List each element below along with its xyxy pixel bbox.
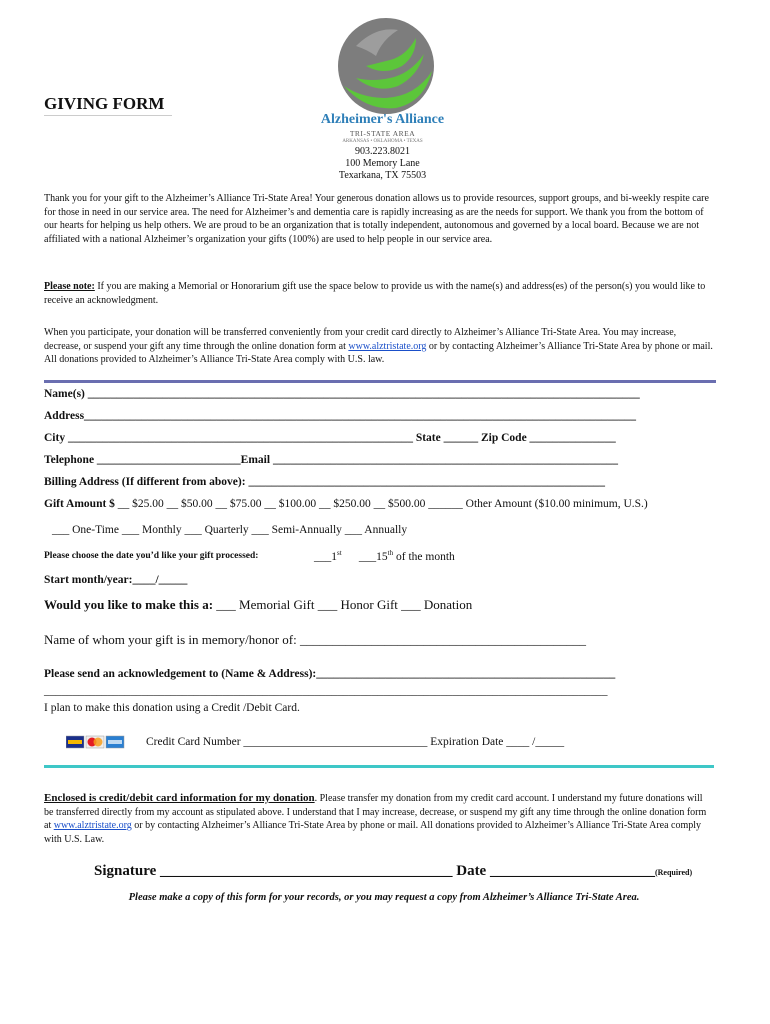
gift-amount-label: Gift Amount $ <box>44 498 115 510</box>
website-link-2[interactable]: www.alztristate.org <box>53 820 132 832</box>
acknowledgement-field-line2[interactable]: __________________________________________________________________________________________________ <box>44 685 608 697</box>
note-paragraph <box>44 280 714 307</box>
section-divider <box>44 380 716 383</box>
enclosed-label: Enclosed is credit/debit card information for my donation <box>44 792 315 804</box>
note-text: If you are making a Memorial or Honorarium gift use the space below to provide us with the name(s) and address(es) of the person(s) you would like to receive an acknowledgment. <box>44 281 706 306</box>
participate-text-2: or by contacting Alzheimer’s Alliance Tri-State Area by phone or mail. All donations provided to Alzheimer’s Alliance Tri-State Area comply with U.S. law. <box>44 340 713 366</box>
signature-row[interactable] <box>94 863 692 880</box>
address-field[interactable]: Address________________________________________________________________________________________________ <box>44 410 637 422</box>
section-divider-teal <box>44 765 714 768</box>
process-date-options[interactable]: ___1st ___15th of the month <box>314 549 455 563</box>
enclosed-text-1: . Please transfer my donation from my credit card account. I understand my future donations will be transferred directly from my account as stipulated above. I understand that I may increase, decrease, or suspend my gift any time through the online donation form at <box>44 793 707 832</box>
note-label: Please note: <box>44 281 95 292</box>
page-title: GIVING FORM <box>44 94 165 113</box>
billing-address-field[interactable]: Billing Address (If different from above): ______________________________________________________________ <box>44 476 605 488</box>
intro-paragraph: Thank you for your gift to the Alzheimer’s Alliance Tri-State Area! Your generous donation allows us to provide resources, support groups, and bi-weekly respite care for those in need in our service area. The need for Alzheimer’s and dementia care is rapidly increasing as are the needs for support. We thank you from the bottom of our hearts for helping us help others. We are proud to be an organization that is totally independent, autonomous and governed by a local board. Because we are not affiliated with a national Alzheimer’s organization your gifts (100%) are used to help people in our service area. <box>44 193 709 245</box>
phone-number: 903.223.8021 <box>355 146 410 157</box>
payment-plan-text: I plan to make this donation using a Credit /Debit Card. <box>44 702 300 714</box>
organization-states: ARKANSAS • OKLAHOMA • TEXAS <box>342 139 423 144</box>
credit-card-field[interactable]: Credit Card Number ________________________________ Expiration Date ____ /_____ <box>146 736 565 748</box>
enclosed-text-2: or by contacting Alzheimer’s Alliance Tri-State Area by phone or mail. All donations provided to Alzheimer’s Alliance Tri-State Area comply with U.S. Law. <box>44 820 702 845</box>
website-link[interactable]: www.alztristate.org <box>348 340 427 352</box>
participate-paragraph <box>44 326 714 367</box>
street-address: 100 Memory Lane <box>345 158 420 169</box>
gift-type-options[interactable]: ___ Memorial Gift ___ Honor Gift ___ Donation <box>213 597 473 612</box>
start-month-field[interactable]: Start month/year:____/_____ <box>44 574 188 586</box>
gift-amount-row <box>44 498 648 510</box>
title-underline <box>44 115 172 116</box>
gift-type-label: Would you like to make this a: <box>44 597 214 612</box>
participate-text-1: When you participate, your donation will be transferred conveniently from your credit card directly to Alzheimer’s Alliance Tri-State Area. You may increase, decrease, or suspend your gift any time through the online donation form at <box>44 327 677 352</box>
signature-date-field[interactable]: Signature _______________________________________ Date ______________________ <box>94 863 655 879</box>
organization-subtitle: TRI-STATE AREA <box>349 129 416 138</box>
enclosed-paragraph <box>44 792 714 846</box>
process-date-label: Please choose the date you’d like your gift processed: <box>44 551 259 561</box>
gift-type-row <box>44 597 472 613</box>
acknowledgement-field[interactable]: Please send an acknowledgement to (Name & Address):____________________________________________________ <box>44 668 616 680</box>
telephone-email-field[interactable]: Telephone _________________________Email ____________________________________________________________ <box>44 454 618 466</box>
city-state-zip-field[interactable]: City ____________________________________________________________ State ______ Zip Code _______________ <box>44 432 616 444</box>
footer-note: Please make a copy of this form for your records, or you may request a copy from Alzheimer’s Alliance Tri-State Area. <box>128 892 640 903</box>
honor-name-field[interactable]: Name of whom your gift is in memory/honor of: ____________________________________________ <box>44 632 586 647</box>
frequency-options[interactable]: ___ One-Time ___ Monthly ___ Quarterly ___ Semi-Annually ___ Annually <box>52 524 408 536</box>
names-field[interactable]: Name(s) ________________________________________________________________________________________________ <box>44 388 640 400</box>
city-address: Texarkana, TX 75503 <box>338 170 427 181</box>
organization-name: Alzheimer's Alliance <box>320 112 445 127</box>
credit-card-logos-icon <box>66 735 126 749</box>
gift-amount-options[interactable]: __ $25.00 __ $50.00 __ $75.00 __ $100.00 __ $250.00 __ $500.00 ______ Other Amount ($10.00 minimum, U.S.) <box>114 498 648 510</box>
organization-logo-icon <box>336 16 436 116</box>
required-label: (Required) <box>654 868 693 877</box>
